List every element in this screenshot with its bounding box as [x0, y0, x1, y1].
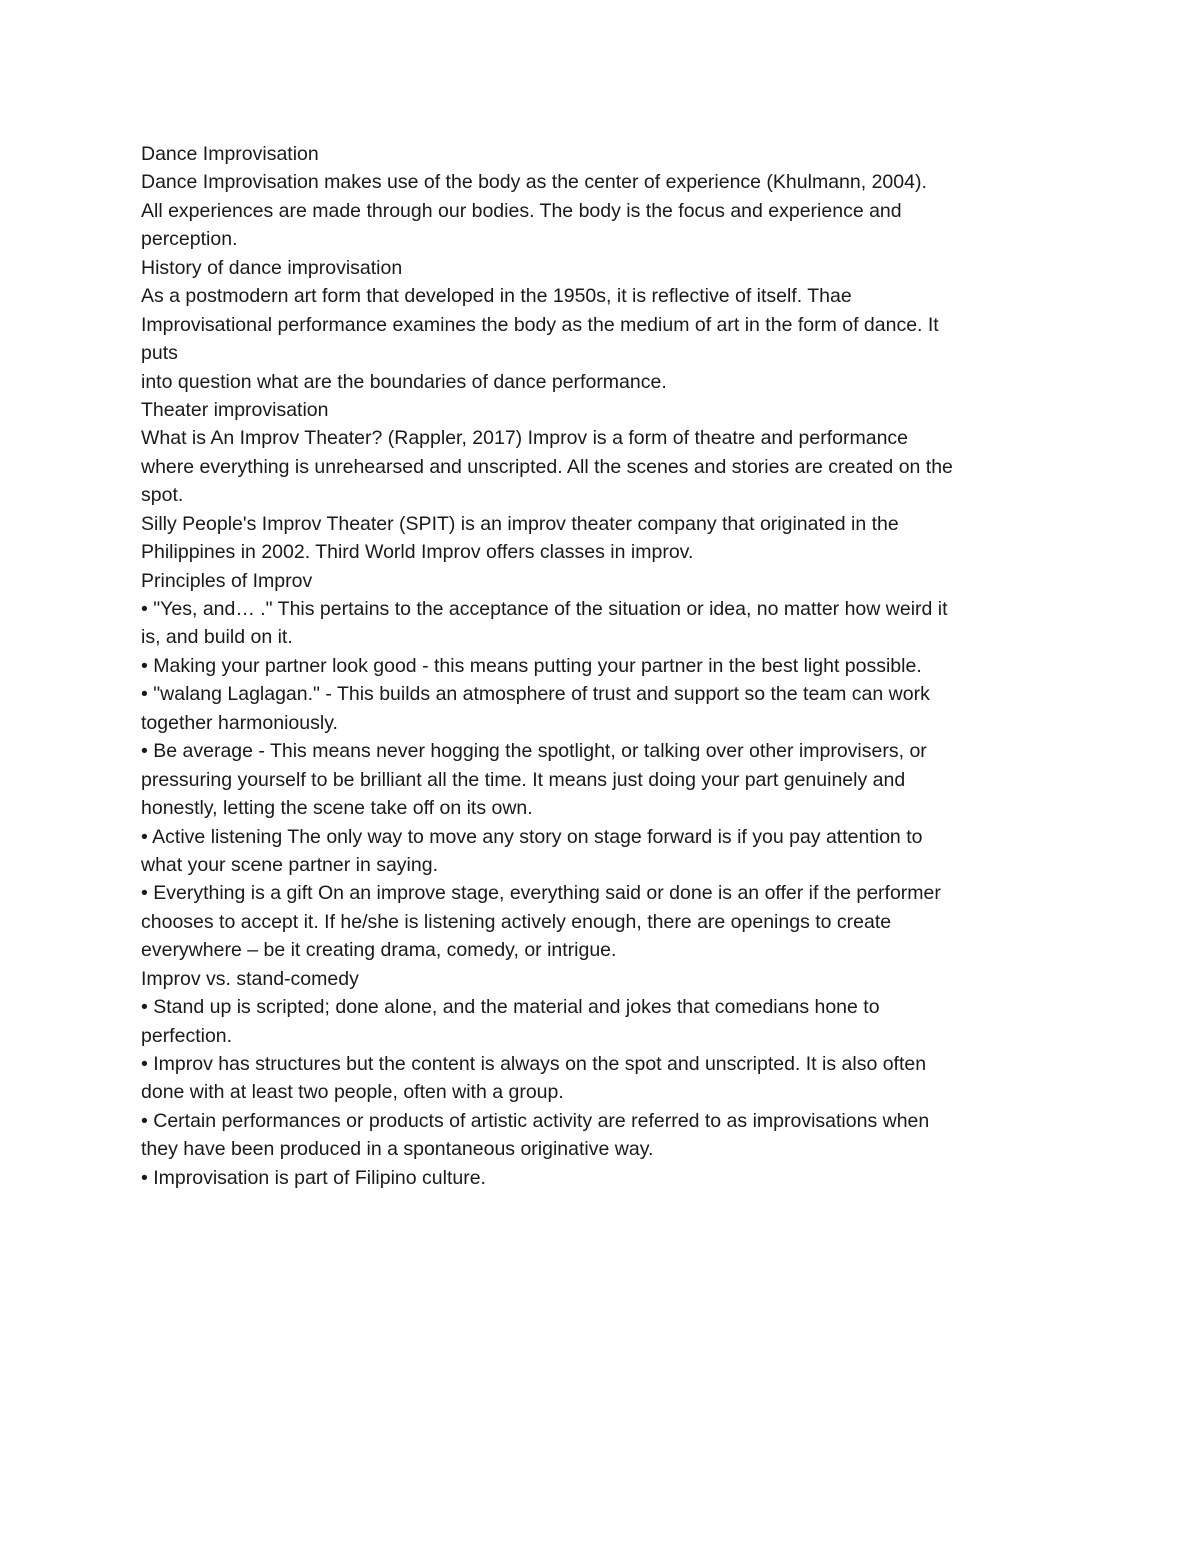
- text-line: pressuring yourself to be brilliant all the time. It means just doing your part genuinely and: [141, 768, 906, 791]
- text-line: All experiences are made through our bodies. The body is the focus and experience and: [141, 199, 902, 222]
- text-line: is, and build on it.: [141, 626, 293, 649]
- text-line: Improv vs. stand-comedy: [141, 967, 359, 990]
- text-line: • Certain performances or products of artistic activity are referred to as improvisations when: [141, 1109, 930, 1132]
- text-line: together harmoniously.: [141, 711, 338, 734]
- text-line: • Be average - This means never hogging the spotlight, or talking over other improvisers, or: [141, 740, 927, 763]
- text-line: • Active listening The only way to move any story on stage forward is if you pay attention to: [141, 825, 923, 848]
- text-line: Theater improvisation: [141, 398, 329, 421]
- text-line: Principles of Improv: [141, 569, 313, 592]
- text-line: • Improv has structures but the content is always on the spot and unscripted. It is also often: [141, 1053, 927, 1075]
- text-line: • Making your partner look good - this means putting your partner in the best light possible.: [141, 654, 922, 677]
- text-line: honestly, letting the scene take off on its own.: [141, 797, 533, 820]
- text-line: perception.: [141, 228, 238, 251]
- text-line: History of dance improvisation: [141, 256, 403, 279]
- text-line: • Everything is a gift On an improve stage, everything said or done is an offer if the performer: [141, 882, 941, 905]
- text-line: where everything is unrehearsed and unscripted. All the scenes and stories are created on the: [141, 455, 953, 478]
- document-body: [141, 140, 1061, 1192]
- text-line: puts: [141, 342, 178, 365]
- text-line: • Stand up is scripted; done alone, and the material and jokes that comedians hone to: [141, 996, 880, 1019]
- text-line: Philippines in 2002. Third World Improv offers classes in improv.: [141, 541, 694, 564]
- text-line: everywhere – be it creating drama, comedy, or intrigue.: [141, 939, 617, 962]
- text-line: As a postmodern art form that developed in the 1950s, it is reflective of itself. Thae: [141, 285, 852, 308]
- text-line: Silly People's Improv Theater (SPIT) is an improv theater company that originated in the: [141, 512, 899, 535]
- text-line: What is An Improv Theater? (Rappler, 2017) Improv is a form of theatre and performance: [141, 427, 909, 450]
- text-line: perfection.: [141, 1024, 233, 1047]
- text-line: what your scene partner in saying.: [141, 853, 438, 876]
- text-line: Dance Improvisation: [141, 143, 319, 165]
- text-line: chooses to accept it. If he/she is listening actively enough, there are openings to create: [141, 910, 892, 933]
- text-line: Dance Improvisation makes use of the body as the center of experience (Khulmann, 2004).: [141, 171, 927, 194]
- text-line: done with at least two people, often with a group.: [141, 1081, 564, 1104]
- text-line: • "walang Laglagan." - This builds an atmosphere of trust and support so the team can work: [141, 683, 930, 706]
- text-line: • "Yes, and… ." This pertains to the acceptance of the situation or idea, no matter how weird it: [141, 598, 948, 620]
- text-line: • Improvisation is part of Filipino culture.: [141, 1166, 486, 1189]
- text-line: into question what are the boundaries of dance performance.: [141, 370, 667, 393]
- text-line: Improvisational performance examines the body as the medium of art in the form of dance. It: [141, 313, 939, 336]
- text-line: spot.: [141, 484, 184, 507]
- text-line: they have been produced in a spontaneous originative way.: [141, 1138, 654, 1161]
